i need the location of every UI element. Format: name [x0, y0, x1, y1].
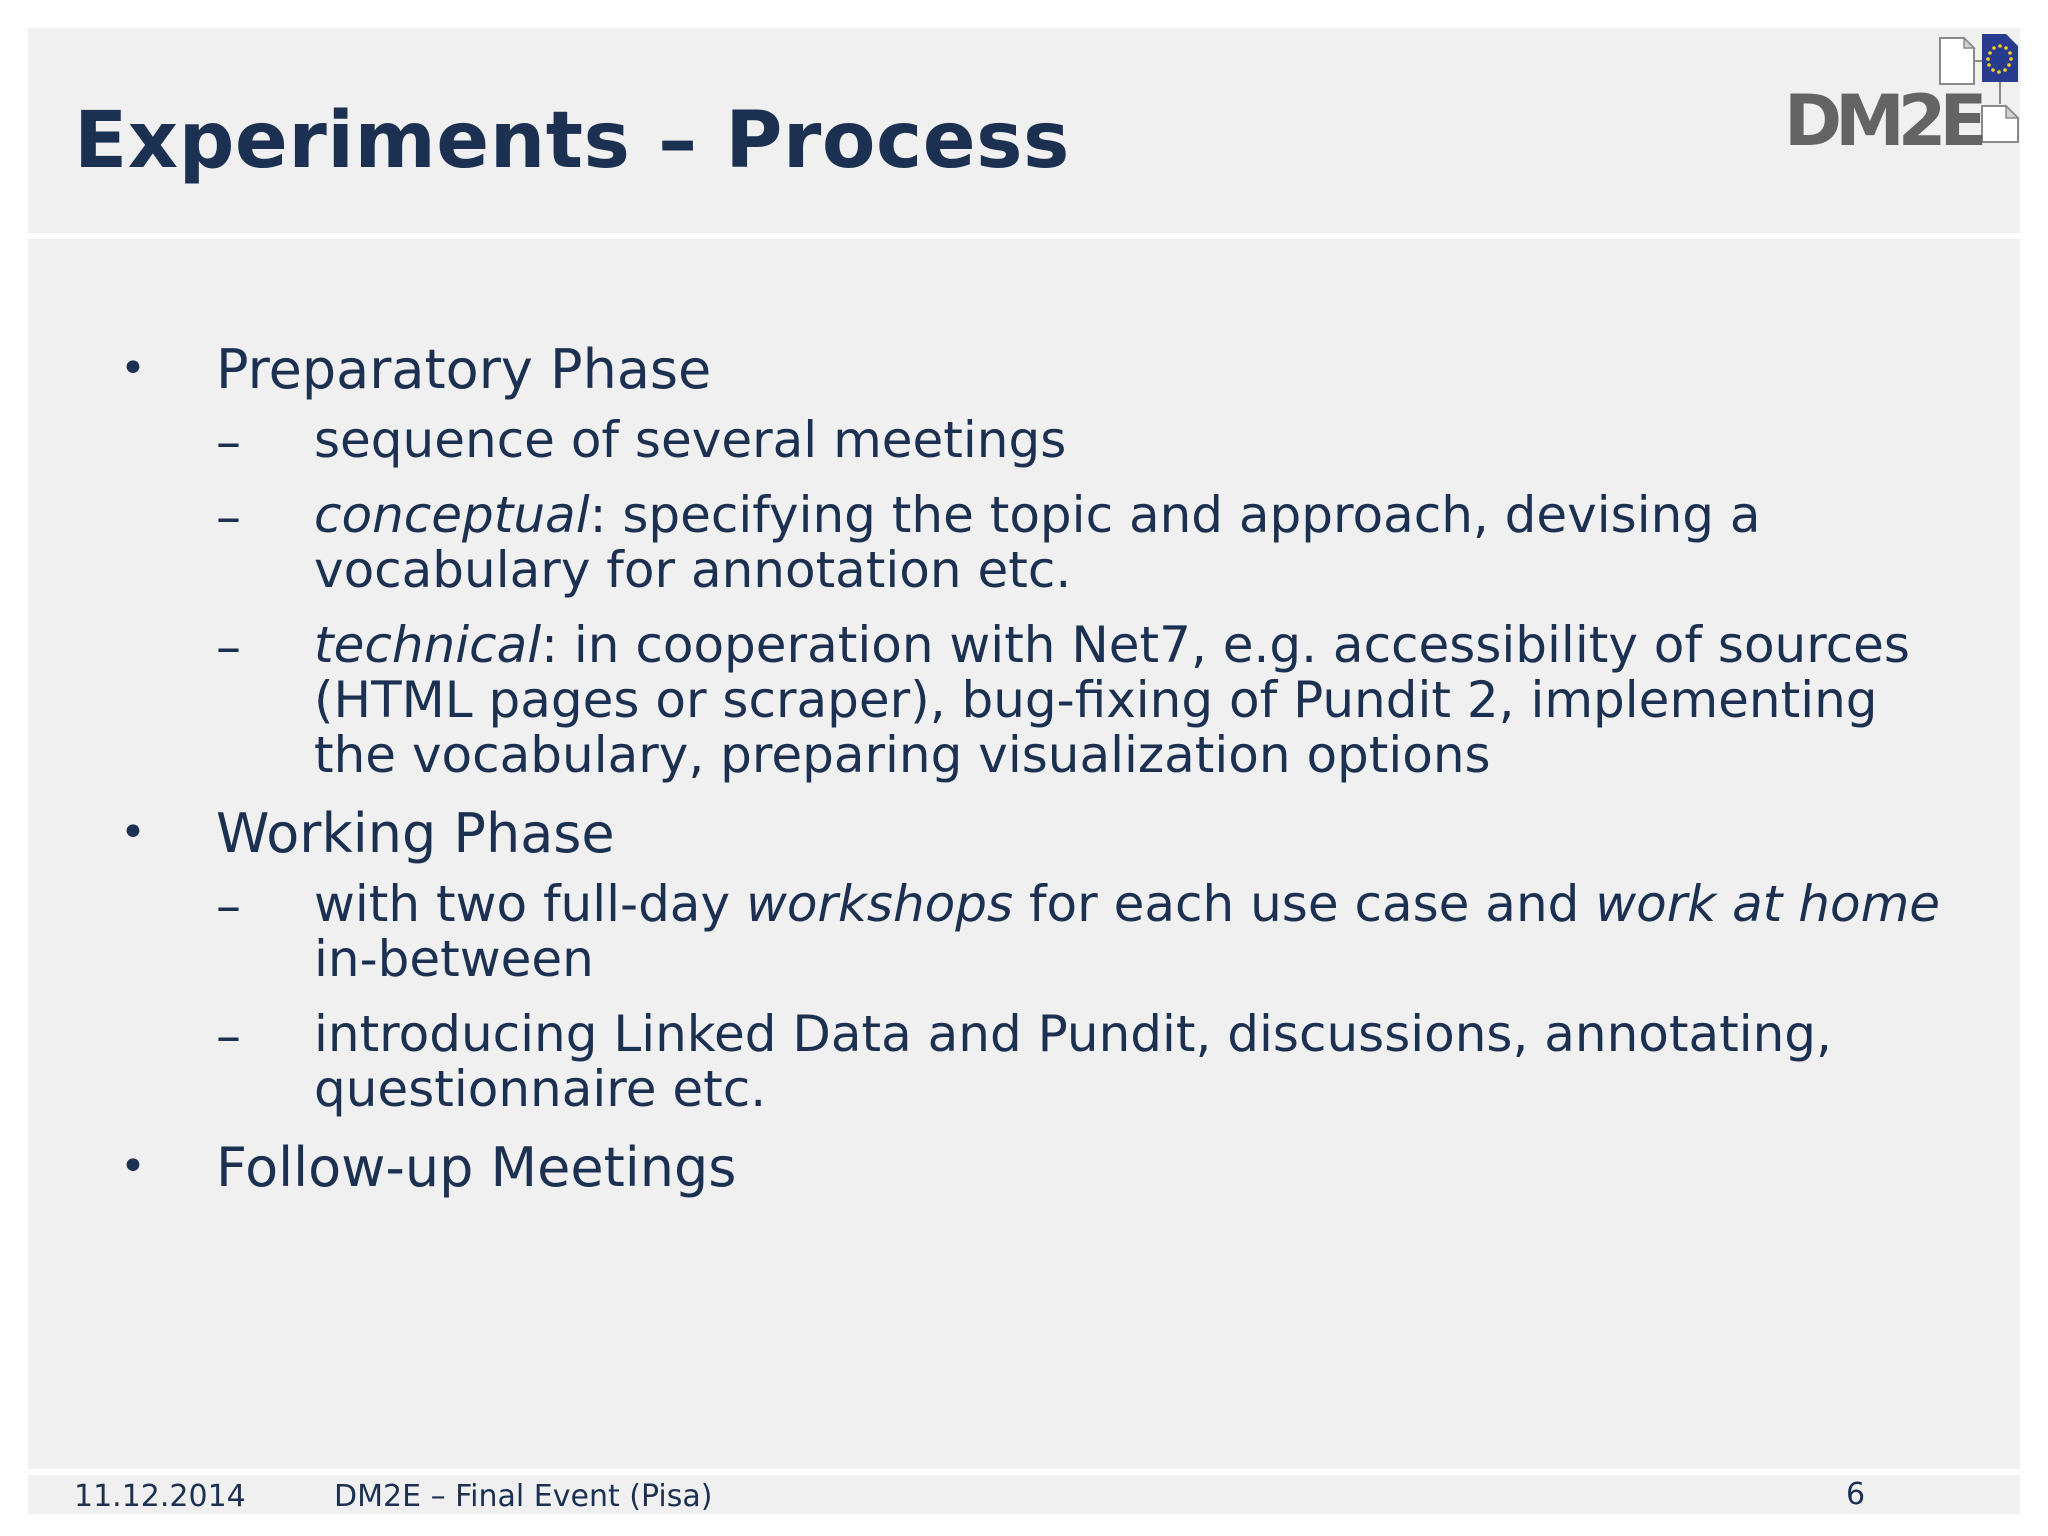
logo-text: DM2E [1784, 80, 1981, 162]
dash-marker: – [216, 618, 241, 676]
dash-marker: – [216, 877, 241, 935]
sub-item [216, 411, 1944, 471]
text-part: for each use case and [1013, 875, 1596, 933]
sub-item-text [314, 488, 1944, 598]
slide [28, 28, 2020, 1514]
text-part: with two full-day [314, 875, 746, 933]
slide-content [28, 239, 2020, 1469]
dash-marker: – [216, 413, 241, 471]
bullet-dot: • [120, 807, 146, 858]
footer [28, 1475, 2020, 1514]
footer-event: DM2E – Final Event (Pisa) [334, 1479, 713, 1514]
sub-item [216, 488, 1944, 598]
sub-item-text [314, 877, 1944, 987]
sub-item [216, 1007, 1944, 1117]
sub-item-text [314, 618, 1944, 783]
bullet-working-phase [28, 803, 2020, 1117]
emphasis: work at home [1595, 875, 1941, 933]
bullet-list [28, 339, 2020, 1215]
bullet-label: Follow-up Meetings [216, 1136, 737, 1199]
sub-item-rest: : in cooperation with Net7, e.g. accessibility of sources (HTML pages or scraper), bug-fixing of Pundit 2, implementing the vocabulary, preparing visualization options [314, 616, 1910, 784]
sub-item-text: introducing Linked Data and Pundit, discussions, annotating, questionnaire etc. [314, 1005, 1832, 1118]
page-number: 6 [1846, 1477, 1866, 1512]
slide-title: Experiments – Process [74, 96, 1070, 186]
sub-item [216, 877, 1944, 987]
sub-item-rest: : specifying the topic and approach, devising a vocabulary for annotation etc. [314, 486, 1761, 599]
sub-list [216, 877, 2020, 1117]
sub-item [216, 618, 1944, 783]
sub-item-text: sequence of several meetings [314, 411, 1067, 469]
dash-marker: – [216, 1007, 241, 1065]
emphasis: workshops [745, 875, 1014, 933]
bullet-dot: • [120, 1141, 146, 1192]
emphasis: technical [314, 616, 542, 674]
bullet-label: Preparatory Phase [216, 338, 712, 401]
bullet-preparatory-phase [28, 339, 2020, 783]
bullet-follow-up-meetings [28, 1137, 2020, 1199]
bullet-dot: • [120, 343, 146, 394]
bullet-label: Working Phase [216, 802, 615, 865]
dm2e-logo [1784, 30, 2020, 170]
emphasis: conceptual [314, 486, 590, 544]
title-band [28, 28, 2020, 239]
sub-list [216, 413, 2020, 783]
dash-marker: – [216, 488, 241, 546]
text-part: in-between [314, 930, 594, 988]
footer-date: 11.12.2014 [74, 1479, 246, 1514]
